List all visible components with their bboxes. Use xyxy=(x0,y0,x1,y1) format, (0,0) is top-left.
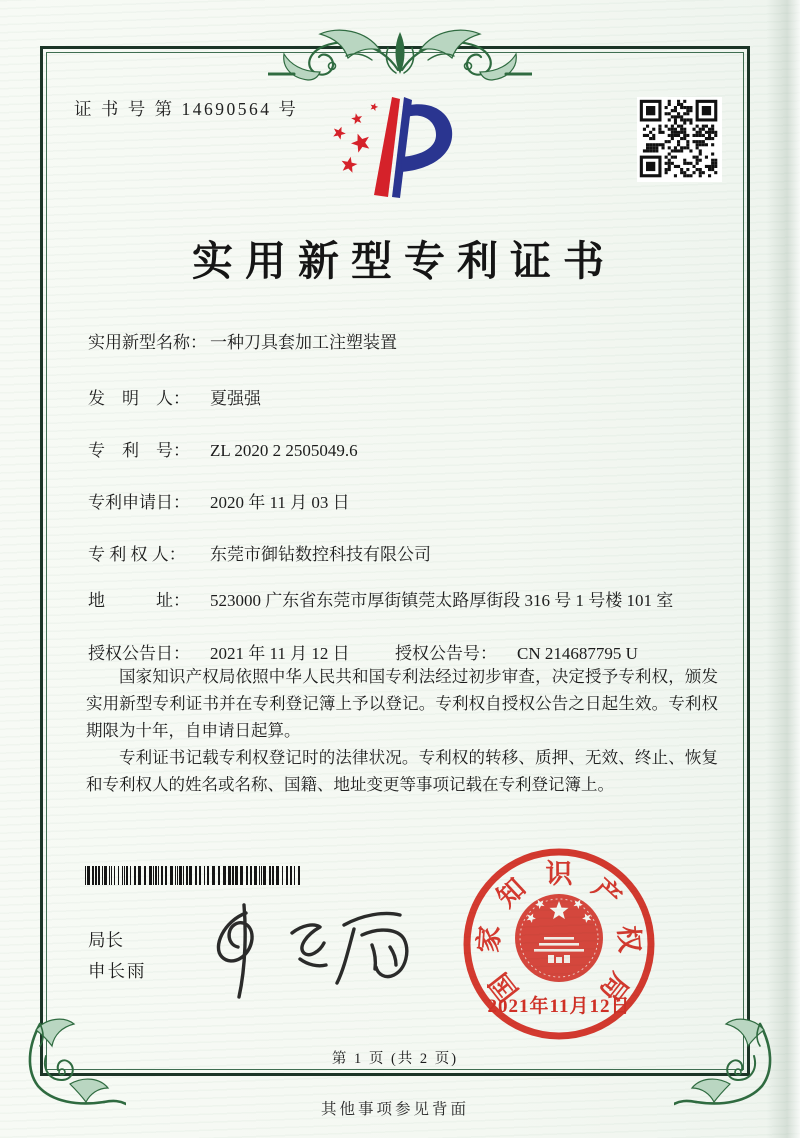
commissioner-name: 申长雨 xyxy=(88,961,147,981)
photo-paper-edge xyxy=(766,0,800,1138)
top-ornament xyxy=(268,14,532,90)
field-label: 实用新型名称： xyxy=(88,333,207,352)
field-label: 授权公告号： xyxy=(395,644,497,663)
field-row-patentee xyxy=(88,542,716,568)
field-value: 一种刀具套加工注塑装置 xyxy=(210,333,397,352)
page-number: 第 1 页 (共 2 页) xyxy=(331,1051,459,1067)
certificate-number: 证 书 号 第 14690564 号 xyxy=(74,99,299,119)
field-label: 地 址： xyxy=(88,591,190,610)
field-label: 发 明 人： xyxy=(88,389,190,408)
cnipa-logo-icon xyxy=(330,93,462,211)
legal-paragraph-2: 专利证书记载专利权登记时的法律状况。专利权的转移、质押、无效、终止、恢复和专利权人的姓名或名称、国籍、地址变更等事项记载在专利登记簿上。 xyxy=(86,747,718,794)
signature-handwriting xyxy=(192,893,434,1005)
field-row-name xyxy=(88,330,716,356)
field-row-filing-date xyxy=(88,490,716,516)
field-value: 2021 年 11 月 12 日 xyxy=(210,644,350,663)
field-value: 东莞市御钻数控科技有限公司 xyxy=(210,545,431,564)
seal-ring-char: 知 xyxy=(491,872,532,913)
seal-ring-char: 国 xyxy=(483,967,524,1007)
legal-paragraph-1: 国家知识产权局依照中华人民共和国专利法经过初步审查，决定授予专利权，颁发实用新型专利证书并在专利登记簿上予以登记。专利权自授权公告之日起生效。专利权期限为十年，自申请日起算。 xyxy=(86,667,718,740)
seal-ring-char: 权 xyxy=(612,924,645,954)
certificate-title: 实用新型专利证书 xyxy=(192,238,616,284)
field-label: 专利申请日： xyxy=(88,493,190,512)
seal-date: 2021年11月12日 xyxy=(487,996,631,1017)
qr-code xyxy=(637,97,722,182)
field-label: 授权公告日： xyxy=(88,644,190,663)
field-row-address xyxy=(88,588,716,614)
field-row-patent-no xyxy=(88,438,716,464)
barcode xyxy=(85,866,301,885)
commissioner-title: 局长 xyxy=(88,930,123,950)
seal-ring-char: 家 xyxy=(473,924,506,954)
field-row-inventor xyxy=(88,386,716,412)
legal-text xyxy=(86,664,718,798)
seal-ring-char: 识 xyxy=(545,859,573,889)
field-value: 夏强强 xyxy=(210,389,261,408)
field-value: 2020 年 11 月 03 日 xyxy=(210,493,350,512)
field-label: 专 利 权 人： xyxy=(88,545,186,564)
field-value: ZL 2020 2 2505049.6 xyxy=(210,441,358,460)
field-label: 专 利 号： xyxy=(88,441,190,460)
seal-ring-char: 产 xyxy=(586,872,627,913)
seal-ring-char: 局 xyxy=(594,967,635,1007)
back-side-note: 其他事项参见背面 xyxy=(320,1101,469,1118)
field-pair-grant-no xyxy=(395,641,638,667)
official-seal xyxy=(460,845,658,1043)
field-value: CN 214687795 U xyxy=(517,644,638,663)
field-value: 523000 广东省东莞市厚街镇莞太路厚街段 316 号 1 号楼 101 室 xyxy=(210,591,674,610)
field-row-grant xyxy=(88,641,716,667)
